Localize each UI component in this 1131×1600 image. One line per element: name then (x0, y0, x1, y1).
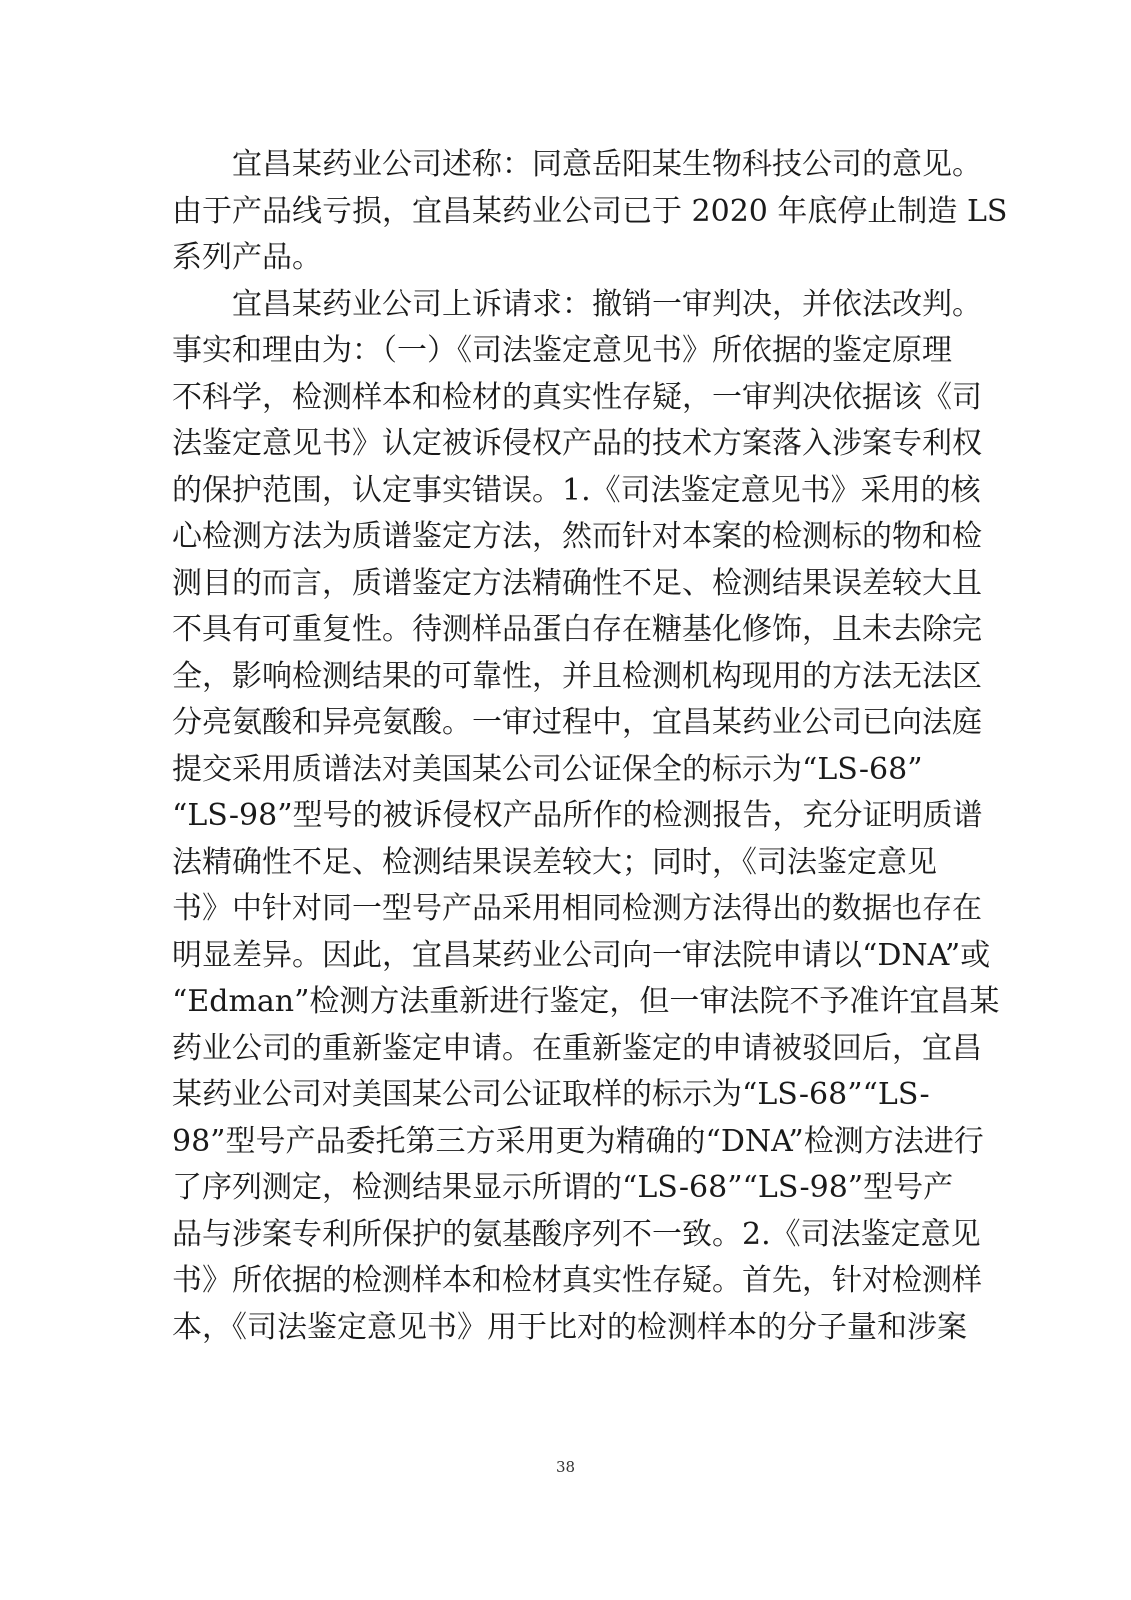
paragraph-2-line-19: 98”型号产品委托第三方采用更为精确的“DNA”检测方法进行 (172, 1123, 984, 1159)
paragraph-2-line-13: 法精确性不足、检测结果误差较大；同时，《司法鉴定意见 (172, 844, 937, 880)
paragraph-1-line-2: 由于产品线亏损，宜昌某药业公司已于 2020 年底停止制造 LS (172, 193, 1008, 229)
paragraph-2-line-2: 事实和理由为：（一）《司法鉴定意见书》所依据的鉴定原理 (172, 333, 952, 368)
paragraph-2-line-17: 药业公司的重新鉴定申请。在重新鉴定的申请被驳回后，宜昌 (172, 1030, 982, 1066)
body-text (172, 142, 1008, 1351)
paragraph-2-line-16: “Edman”检测方法重新进行鉴定，但一审法院不予准许宜昌某 (172, 984, 1000, 1019)
paragraph-2-line-7: 测目的而言，质谱鉴定方法精确性不足、检测结果误差较大且 (172, 565, 982, 601)
paragraph-2-line-21: 品与涉案专利所保护的氨基酸序列不一致。2.《司法鉴定意见 (172, 1216, 981, 1252)
paragraph-2-line-1: 宜昌某药业公司上诉请求：撤销一审判决，并依法改判。 (232, 286, 982, 322)
paragraph-2-line-22: 书》所依据的检测样本和检材真实性存疑。首先，针对检测样 (172, 1263, 982, 1298)
paragraph-1-line-1: 宜昌某药业公司述称：同意岳阳某生物科技公司的意见。 (232, 147, 982, 182)
paragraph-2-line-10: 分亮氨酸和异亮氨酸。一审过程中，宜昌某药业公司已向法庭 (172, 705, 982, 740)
page-number: 38 (555, 1458, 576, 1476)
paragraph-2-line-4: 法鉴定意见书》认定被诉侵权产品的技术方案落入涉案专利权 (172, 426, 982, 461)
paragraph-2-line-18: 某药业公司对美国某公司公证取样的标示为“LS-68”“LS- (172, 1077, 930, 1112)
paragraph-2-line-5: 的保护范围，认定事实错误。1.《司法鉴定意见书》采用的核 (172, 472, 981, 508)
paragraph-2-line-23: 本，《司法鉴定意见书》用于比对的检测样本的分子量和涉案 (172, 1309, 967, 1345)
paragraph-2-line-3: 不科学，检测样本和检材的真实性存疑，一审判决依据该《司 (172, 379, 982, 415)
paragraph-2-line-11: 提交采用质谱法对美国某公司公证保全的标示为“LS-68” (172, 751, 923, 787)
paragraph-2-line-15: 明显差异。因此，宜昌某药业公司向一审法院申请以“DNA”或 (172, 937, 991, 973)
paragraph-2-line-14: 书》中针对同一型号产品采用相同检测方法得出的数据也存在 (172, 891, 982, 926)
paragraph-1-line-3: 系列产品。 (172, 240, 322, 275)
paragraph-2-line-6: 心检测方法为质谱鉴定方法，然而针对本案的检测标的物和检 (172, 519, 982, 554)
paragraph-2-line-8: 不具有可重复性。待测样品蛋白存在糖基化修饰，且未去除完 (172, 612, 982, 647)
paragraph-2-line-20: 了序列测定，检测结果显示所谓的“LS-68”“LS-98”型号产 (172, 1170, 954, 1205)
paragraph-2-line-9: 全，影响检测结果的可靠性，并且检测机构现用的方法无法区 (172, 658, 982, 694)
paragraph-2-line-12: “LS-98”型号的被诉侵权产品所作的检测报告，充分证明质谱 (172, 798, 983, 833)
